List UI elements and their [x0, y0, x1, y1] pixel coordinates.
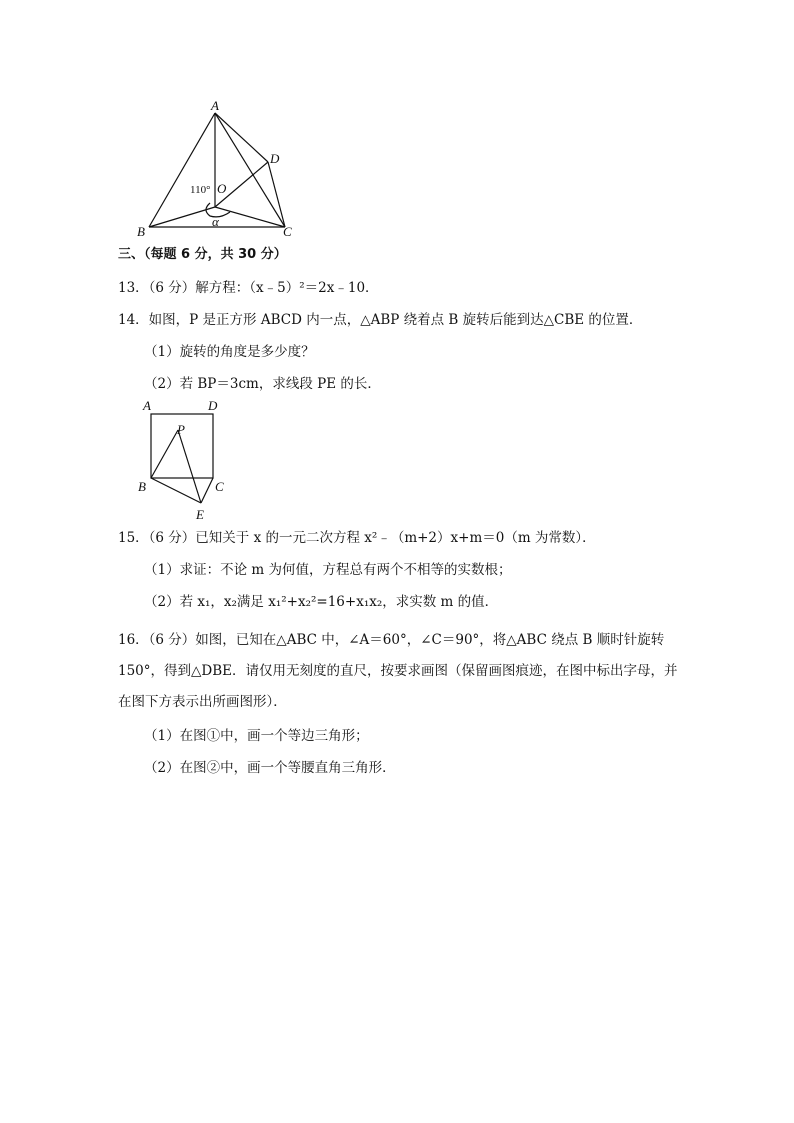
fig2-label-d: D	[208, 398, 218, 413]
section-heading: 三、（每题 6 分，共 30 分）	[118, 247, 287, 262]
question-13: 13．（6 分）解方程：（x﹣5）²＝2x﹣10．	[118, 280, 379, 296]
question-16-part-2: （2）在图②中，画一个等腰直角三角形．	[144, 760, 396, 776]
question-16-stem: 16．（6 分）如图，已知在△ABC 中，∠A＝60°，∠C＝90°，将△ABC 绕点 B 顺时针旋转 150°，得到△DBE．请仅用无刻度的直尺，按要求画图（保留画图痕迹，在图中标出字母，并在图下方表示出所画图形）．	[118, 632, 678, 710]
question-14-stem: 14．如图，P 是正方形 ABCD 内一点，△ABP 绕着点 B 旋转后能到达△CBE 的位置．	[118, 312, 643, 328]
fig1-label-d: D	[270, 151, 280, 166]
question-15-stem: 15．（6 分）已知关于 x 的一元二次方程 x²﹣（m+2）x+m＝0（m 为常数）．	[118, 530, 596, 546]
fig1-label-alpha: α	[212, 214, 219, 229]
fig2-label-e: E	[196, 507, 204, 522]
triangle-figure	[130, 95, 310, 245]
fig2-label-c: C	[215, 479, 224, 494]
fig2-label-a: A	[143, 398, 151, 413]
fig2-label-p: P	[177, 422, 185, 437]
question-14-part-2: （2）若 BP＝3cm，求线段 PE 的长．	[144, 376, 381, 392]
question-15-part-2: （2）若 x₁，x₂满足 x₁²+x₂²=16+x₁x₂，求实数 m 的值．	[144, 594, 499, 610]
fig1-label-c: C	[283, 224, 292, 239]
question-14-part-1: （1）旋转的角度是多少度？	[144, 344, 315, 360]
fig1-label-o: O	[217, 181, 227, 196]
question-16-part-1: （1）在图①中，画一个等边三角形；	[144, 728, 369, 744]
fig1-label-a: A	[211, 98, 219, 113]
question-15-part-1: （1）求证：不论 m 为何值，方程总有两个不相等的实数根；	[144, 562, 512, 578]
square-figure	[135, 395, 235, 525]
fig1-angle-label: 110°	[190, 184, 211, 196]
fig1-label-b: B	[137, 224, 145, 239]
fig2-label-b: B	[138, 479, 146, 494]
